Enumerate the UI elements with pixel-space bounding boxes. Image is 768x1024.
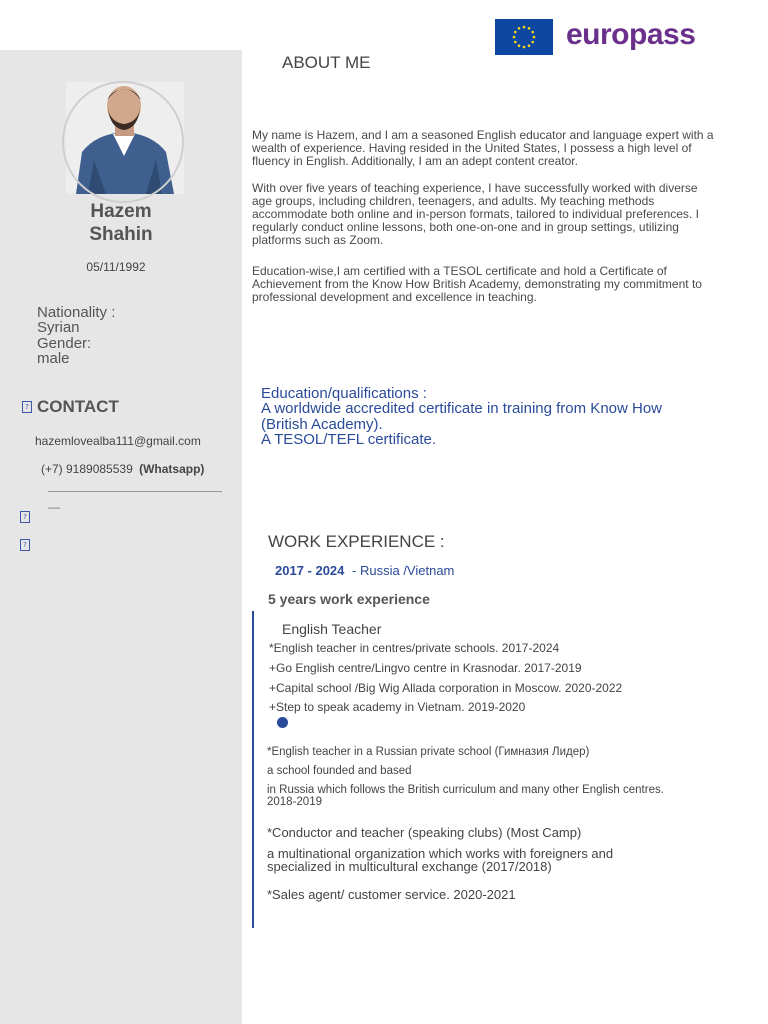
experience-line: a school founded and based <box>267 765 412 777</box>
conductor-description: a multinational organization which works with foreigners and specialized in multicultural exchange (2017/2018) <box>267 846 614 874</box>
about-paragraph: My name is Hazem, and I am a seasoned English educator and language expert with a wealth of experience. Having resided in the United States, I possess a high level of fluency in English. Additionally, I am an adept content creator. <box>252 128 714 168</box>
about-paragraph: Education-wise,I am certified with a TESOL certificate and hold a Certificate of Achievement from the Know How British Academy, demonstrating my commitment to professional development and excellence in teaching. <box>252 264 702 304</box>
work-years: 2017 - 2024 <box>275 563 345 578</box>
gender-label: Gender: <box>37 335 92 352</box>
dash-text: — <box>48 500 60 514</box>
divider <box>48 491 222 492</box>
about-heading: ABOUT ME <box>282 53 371 72</box>
europass-logo: europass <box>566 18 696 51</box>
email-link[interactable]: hazemlovealba111@gmail.com <box>35 434 201 448</box>
phone-value[interactable]: (+7) 9189085539 <box>41 462 133 476</box>
timeline-dot <box>277 717 288 728</box>
experience-line: in Russia which follows the British curriculum and many other English centres. 2018-2019 <box>267 784 664 808</box>
first-name: Hazem <box>90 201 152 222</box>
nationality-label: Nationality : <box>37 304 116 321</box>
gender-value: male <box>37 350 70 367</box>
contact-heading: CONTACT <box>37 397 119 416</box>
conductor-title: *Conductor and teacher (speaking clubs) (Most Camp) <box>267 825 582 840</box>
link-icon: ? <box>20 511 30 523</box>
experience-line: *English teacher in centres/private schools. 2017-2024 <box>269 641 560 655</box>
about-paragraph: With over five years of teaching experience, I have successfully worked with diverse age groups, including children, teenagers, and adults. My teaching methods accommodate both online and in-person formats, tailored to individual preferences. I regularly conduct online lessons, both one-on-one and in group settings, utilizing platforms such as Zoom. <box>252 181 699 247</box>
experience-line: +Step to speak academy in Vietnam. 2019-2020 <box>269 700 526 714</box>
timeline-bar <box>252 611 254 928</box>
experience-line: +Capital school /Big Wig Allada corporation in Moscow. 2020-2022 <box>269 681 623 695</box>
role-title: English Teacher <box>282 621 382 637</box>
work-heading: WORK EXPERIENCE : <box>268 532 445 551</box>
education-line: A TESOL/TEFL certificate. <box>261 431 437 448</box>
sales-line: *Sales agent/ customer service. 2020-2021 <box>267 887 516 902</box>
phone-number <box>41 462 204 476</box>
phone-app: (Whatsapp) <box>139 462 205 476</box>
work-location: - Russia /Vietnam <box>352 563 455 578</box>
work-summary: 5 years work experience <box>268 591 430 607</box>
contact-icon: ? <box>22 401 32 413</box>
date-of-birth: 05/11/1992 <box>86 260 146 274</box>
photo-frame <box>62 81 184 203</box>
work-period <box>275 563 454 578</box>
education-line: A worldwide accredited certificate in training from Know How <box>261 400 663 417</box>
nationality-value: Syrian <box>37 319 80 336</box>
experience-line: +Go English centre/Lingvo centre in Krasnodar. 2017-2019 <box>269 661 582 675</box>
link-icon: ? <box>20 539 30 551</box>
experience-line: *English teacher in a Russian private school (Гимназия Лидер) <box>267 746 590 758</box>
last-name: Shahin <box>89 224 153 245</box>
education-heading: Education/qualifications : <box>261 385 427 402</box>
education-line: (British Academy). <box>261 416 383 433</box>
eu-flag-icon <box>495 19 553 55</box>
